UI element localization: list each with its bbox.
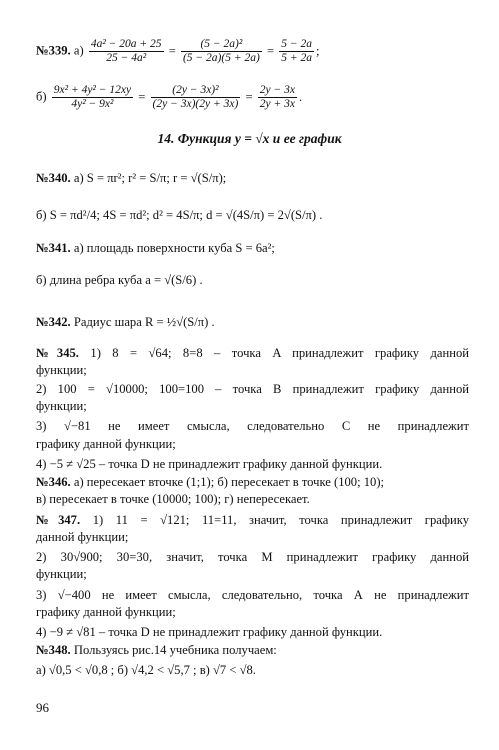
problem-346-line: в) пересекает в точке (10000; 100); г) непересекает.: [36, 492, 310, 506]
fraction: $\frac{\text{(5 − 2a)²}}{(5 - 2a)(5 + 2a)}$: [182, 38, 260, 64]
problem-number: №348.: [36, 643, 71, 657]
problem-345-line: 3) √−81 не имеет смысла, следовательно C не принадлежит: [36, 419, 469, 433]
fraction: $\frac{\text{9x² + 4y² − 12xy}}{\text{4y² − 9x²}}$: [53, 84, 132, 110]
part-label: а): [73, 43, 84, 58]
problem-347-line: 2) 30√900; 30=30, значит, точка М принадлежит графику данной: [36, 550, 469, 564]
problem-number: №339.: [36, 43, 71, 58]
problem-number: №347.: [36, 513, 81, 527]
problem-345-line: функции;: [36, 363, 87, 377]
problem-340-a: [36, 170, 469, 187]
fraction: $\frac{5 - 2a}{5 + 2a}$: [281, 38, 312, 64]
fraction: $\frac{\text{4a² − 20a + 25}}{\text{25 − 4a²}}$: [90, 38, 162, 64]
problem-text: а) пересекает вточке (1;1); б) пересекает в точке (100; 10);: [73, 475, 385, 489]
problem-345-line: функции;: [36, 399, 87, 413]
problem-348-line: а) √0,5 < √0,8 ; б) √4,2 < √5,7 ; в) √7 < √8.: [36, 663, 256, 677]
page-number: 96: [36, 700, 49, 715]
problem-text: Пользуясь рис.14 учебника получаем:: [73, 643, 277, 657]
fraction: $\frac{\text{(2y − 3x)²}}{(2y - 3x)(2y + 3x)}$: [152, 84, 239, 110]
problem-347-line: [36, 512, 469, 529]
problem-text: а) S = πr²; r² = S/π; r = √(S/π);: [73, 171, 227, 185]
problem-345-line: 4) −5 ≠ √25 – точка D не принадлежит графику данной функции.: [36, 457, 383, 471]
part-label: б): [36, 89, 47, 104]
problem-341-a: [36, 240, 469, 257]
section-title: 14. Функция y = √x и ее график: [157, 131, 342, 146]
problem-340-b: [36, 207, 469, 224]
problem-345-line: 2) 100 = √10000; 100=100 – точка B принадлежит графику данной: [36, 382, 469, 396]
problem-text: Радиус шара R = ½√(S/π) .: [73, 315, 215, 329]
problem-text: б) S = πd²/4; 4S = πd²; d² = 4S/π; d = √(4S/π) = 2√(S/π) .: [36, 208, 323, 222]
problem-text: б) длина ребра куба a = √(S/6) .: [36, 273, 203, 287]
problem-text: 1) 8 = √64; 8=8 – точка A принадлежит графику данной: [90, 346, 469, 360]
problem-number: №340.: [36, 171, 71, 185]
problem-347-line: 4) −9 ≠ √81 – точка D не принадлежит графику данной функции.: [36, 625, 383, 639]
problem-347-line: 3) √−400 не имеет смысла, следовательно, точка А не принадлежит: [36, 588, 469, 602]
problem-339-a: №339. а) $\frac{\text{4a² − 20a + 25}}{\text{25 − 4a²}}$ = $\frac{\text{(5 − 2a)²}}{(5 - 2a)(5 + 2a)}$ = $\frac{5 - 2a}{5 + 2a}$ ;: [36, 38, 320, 64]
problem-347-line: данной функции;: [36, 530, 129, 544]
problem-342: [36, 314, 469, 331]
problem-347-line: функции;: [36, 567, 87, 581]
problem-347-line: графику данной функции;: [36, 605, 176, 619]
problem-345-line: [36, 345, 469, 362]
problem-348-line: [36, 642, 469, 659]
problem-text: а) площадь поверхности куба S = 6a²;: [73, 241, 275, 255]
problem-339-b: б) $\frac{\text{9x² + 4y² − 12xy}}{\text{4y² − 9x²}}$ = $\frac{\text{(2y − 3x)²}}{(2y - 3x)(2y + 3x)}$ = $\frac{2y - 3x}{2y + 3x}$ .: [36, 84, 303, 110]
problem-number: №342.: [36, 315, 71, 329]
problem-text: 1) 11 = √121; 11=11, значит, точка принадлежит графику: [92, 513, 469, 527]
problem-341-b: [36, 272, 469, 289]
problem-number: №345.: [36, 346, 79, 360]
problem-number: №346.: [36, 475, 71, 489]
problem-number: №341.: [36, 241, 71, 255]
problem-345-line: графику данной функции;: [36, 437, 176, 451]
fraction: $\frac{2y - 3x}{2y + 3x}$: [259, 84, 295, 110]
problem-346-line: [36, 474, 469, 491]
